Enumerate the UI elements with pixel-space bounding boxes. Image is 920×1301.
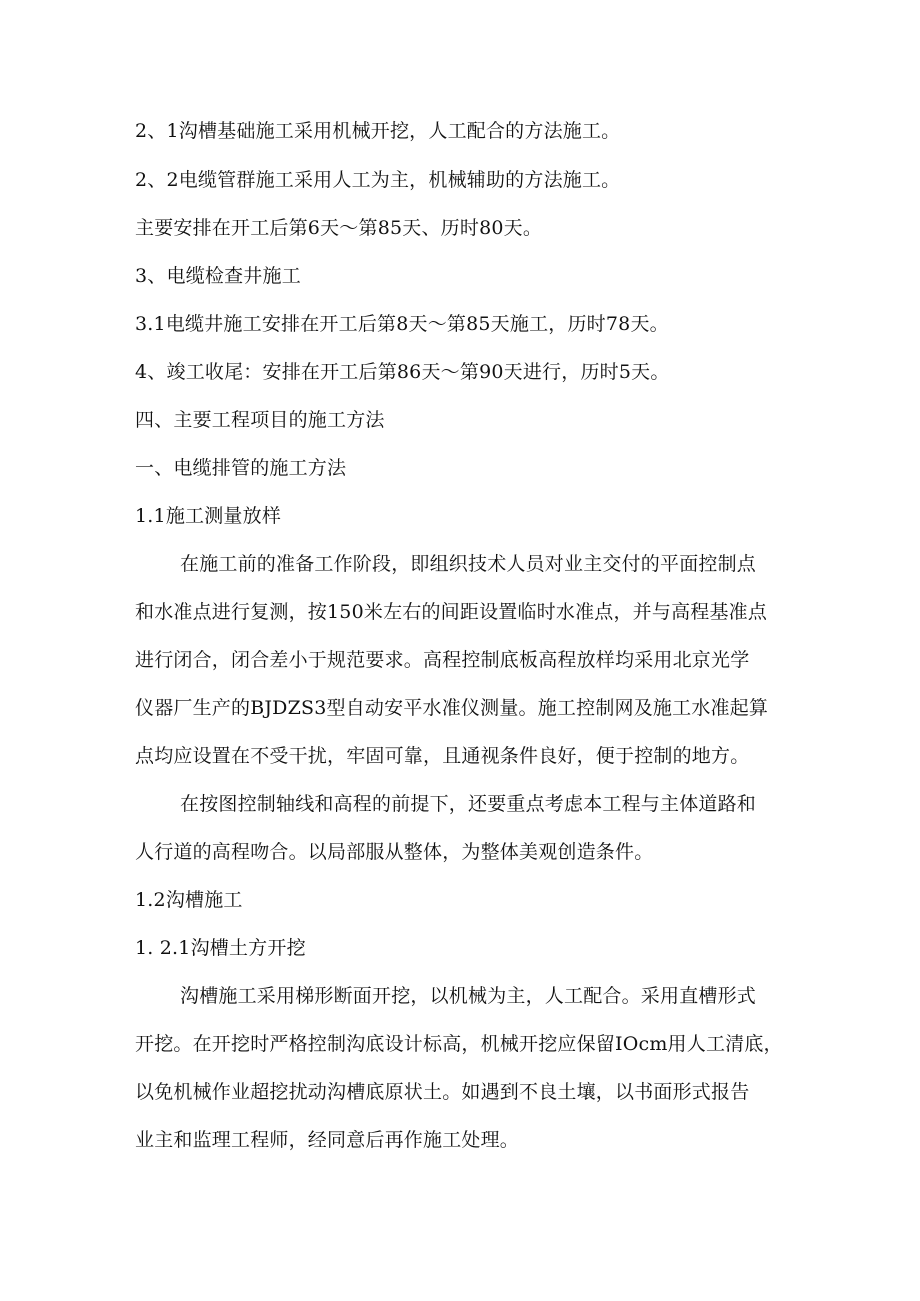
paragraph-line: 在按图控制轴线和高程的前提下，还要重点考虑本工程与主体道路和 xyxy=(180,793,757,815)
paragraph-line: 进行闭合，闭合差小于规范要求。高程控制底板高程放样均采用北京光学 xyxy=(135,649,750,671)
paragraph-line: 人行道的高程吻合。以局部服从整体，为整体美观创造条件。 xyxy=(135,841,654,863)
section-heading: 四、主要工程项目的施工方法 xyxy=(135,409,385,431)
paragraph-line: 仪器厂生产的BJDZS3型自动安平水准仪测量。施工控制网及施工水准起算 xyxy=(135,697,769,719)
paragraph-line: 开挖。在开挖时严格控制沟底设计标高，机械开挖应保留IOcm用人工清底， xyxy=(135,1033,783,1055)
subsection-heading: 1. 2.1沟槽土方开挖 xyxy=(135,937,306,959)
paragraph-line: 和水准点进行复测，按150米左右的间距设置临时水准点，并与高程基准点 xyxy=(135,601,768,623)
text-line: 3.1电缆井施工安排在开工后第8天～第85天施工，历时78天。 xyxy=(135,313,669,335)
paragraph-line: 点均应设置在不受干扰，牢固可靠，且通视条件良好，便于控制的地方。 xyxy=(135,745,750,767)
paragraph-line: 沟槽施工采用梯形断面开挖，以机械为主，人工配合。采用直槽形式 xyxy=(180,985,757,1007)
text-line: 主要安排在开工后第6天～第85天、历时80天。 xyxy=(135,217,543,239)
text-line: 4、竣工收尾：安排在开工后第86天～第90天进行，历时5天。 xyxy=(135,361,670,383)
paragraph-line: 以免机械作业超挖扰动沟槽底原状土。如遇到不良土壤，以书面形式报告 xyxy=(135,1081,750,1103)
section-heading: 一、电缆排管的施工方法 xyxy=(135,457,347,479)
paragraph-line: 在施工前的准备工作阶段，即组织技术人员对业主交付的平面控制点 xyxy=(180,553,757,575)
subsection-heading: 1.2沟槽施工 xyxy=(135,889,243,911)
text-line: 2、2电缆管群施工采用人工为主，机械辅助的方法施工。 xyxy=(135,169,621,191)
paragraph-line: 业主和监理工程师，经同意后再作施工处理。 xyxy=(135,1129,520,1151)
text-line: 2、1沟槽基础施工采用机械开挖，人工配合的方法施工。 xyxy=(135,120,621,142)
subsection-heading: 1.1施工测量放样 xyxy=(135,505,282,527)
section-heading: 3、电缆检查井施工 xyxy=(135,265,301,287)
